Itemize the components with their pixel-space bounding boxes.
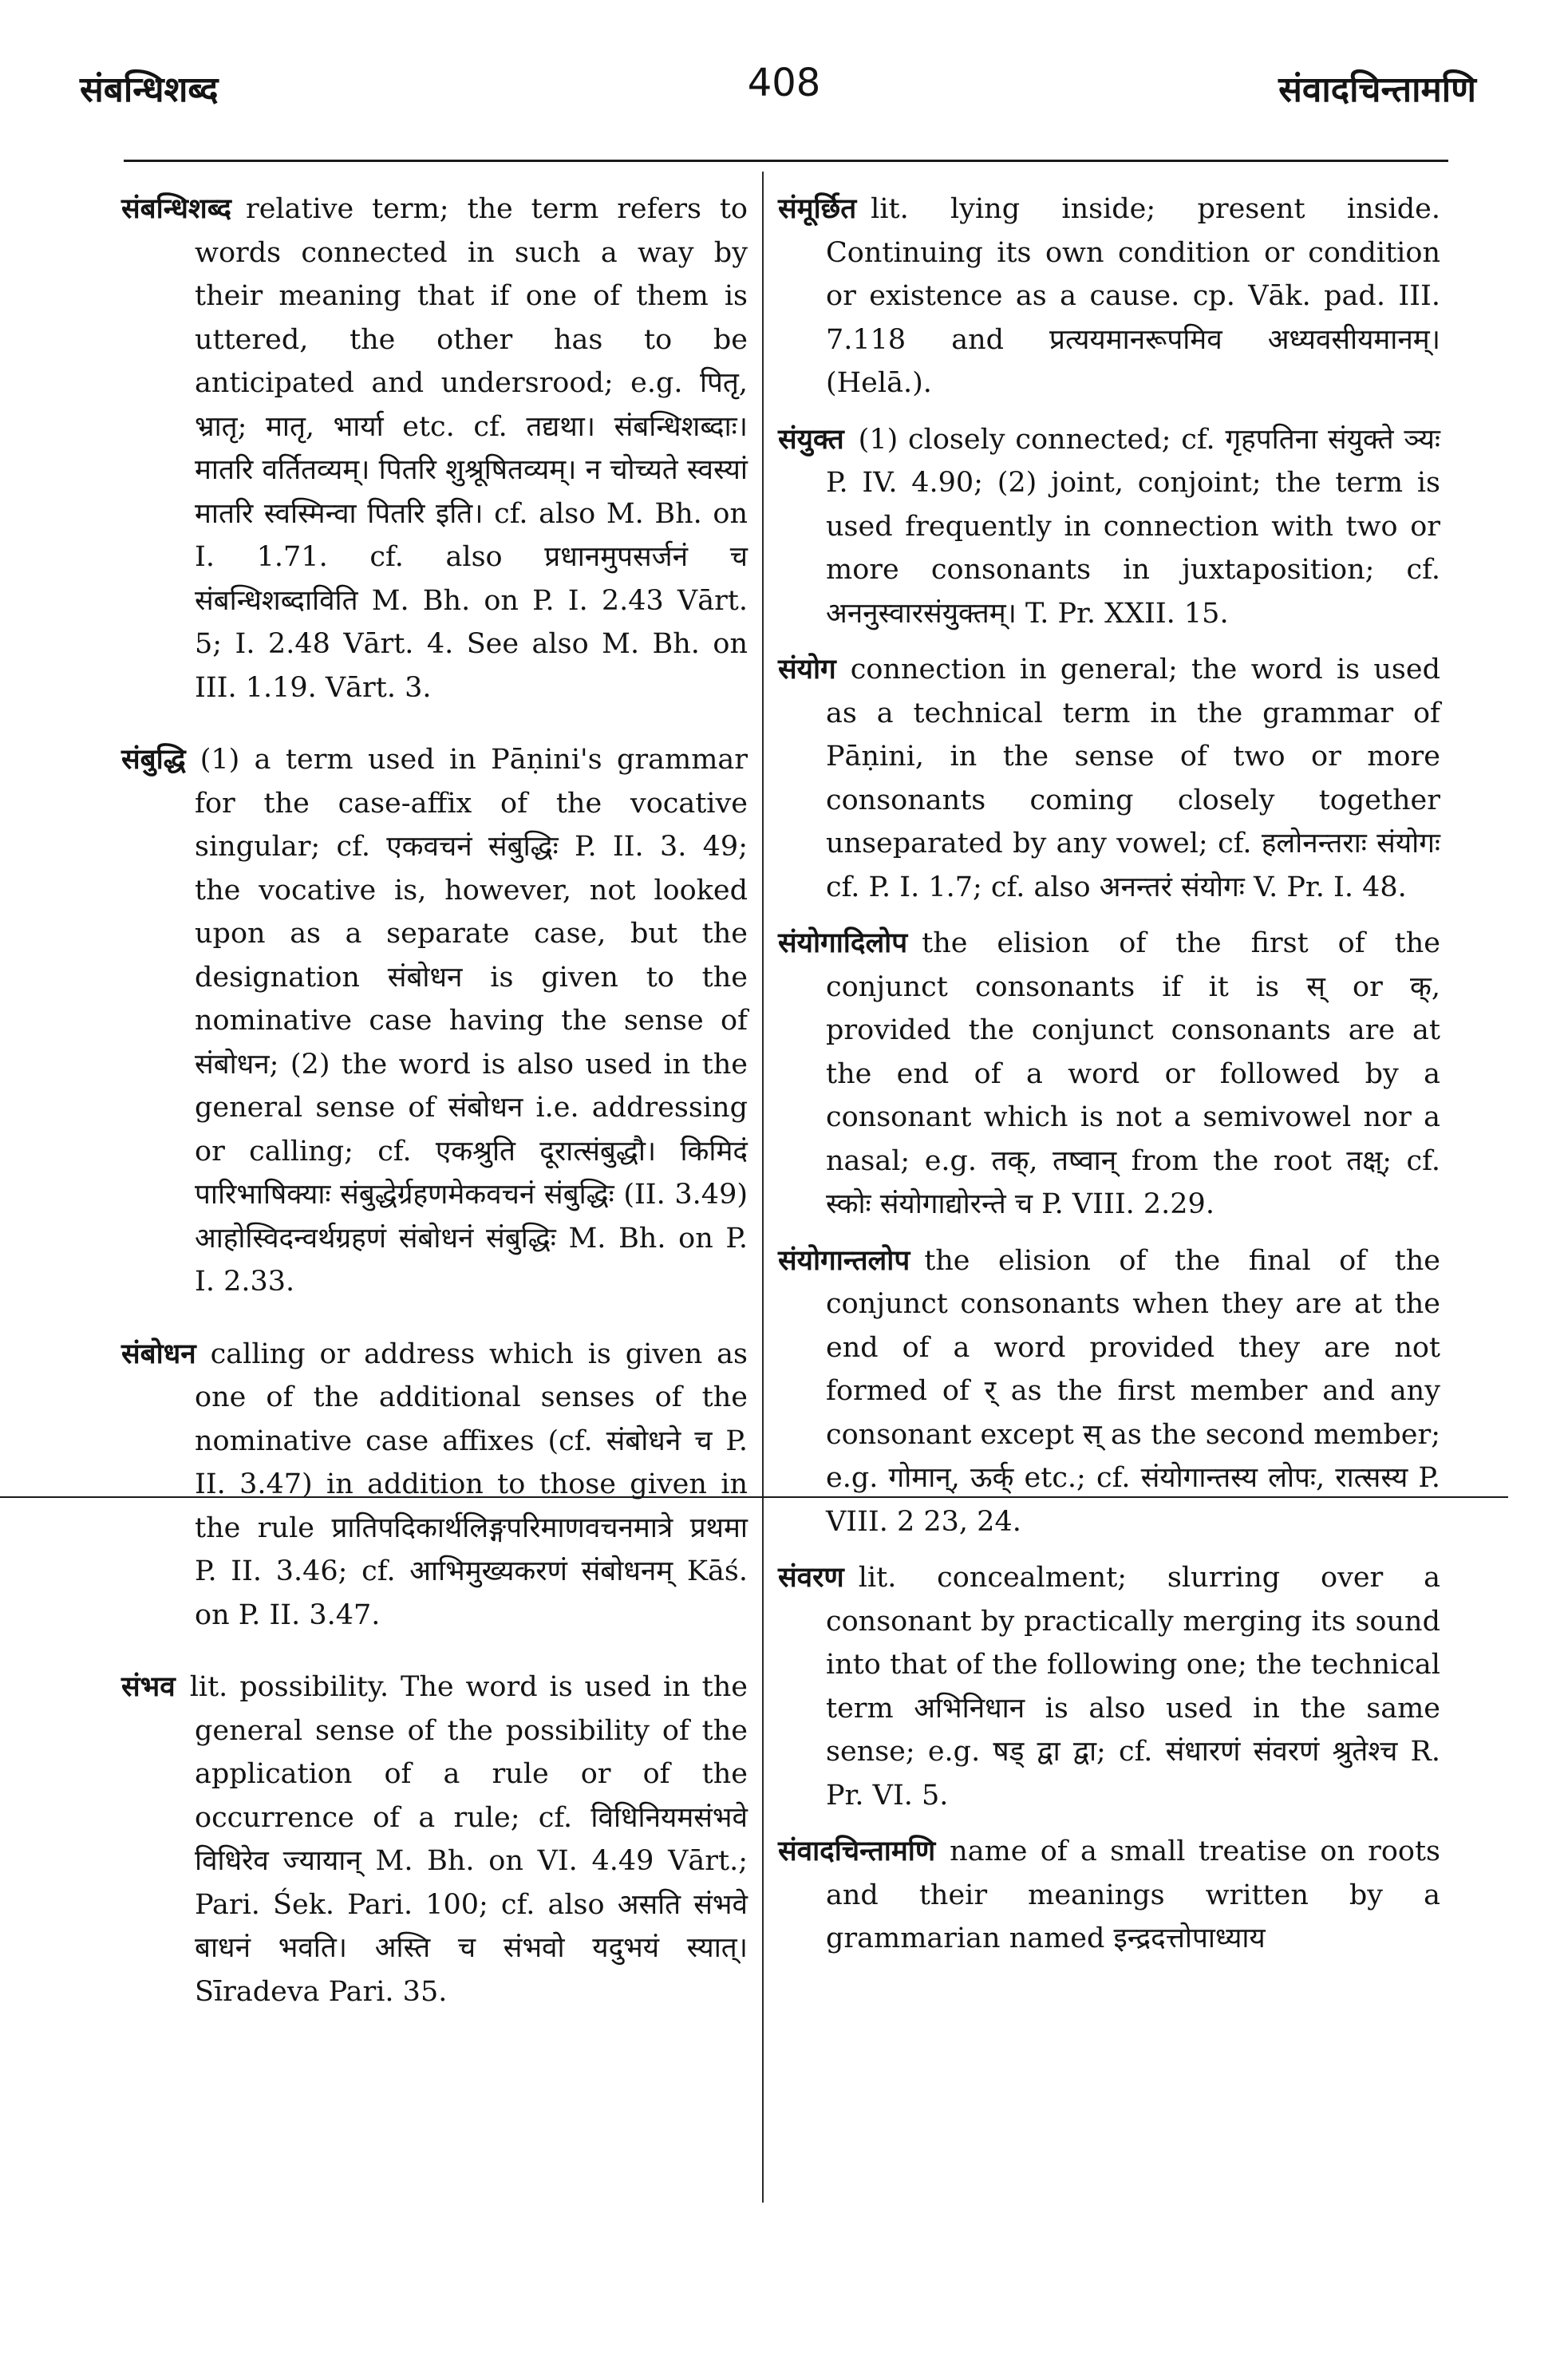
left-guide-word: संबन्धिशब्द (80, 69, 219, 110)
header-rule (124, 160, 1448, 162)
entry-headword: संबुद्धि (121, 743, 186, 776)
dictionary-entry (778, 922, 1440, 1227)
right-column (778, 188, 1440, 1961)
entry-text: (1) a term used in Pāṇini's grammar for the case-affix of the vocative singular; cf. एकवचनं संबुद्धिः P. II. 3. 49; the vocative is, however, not looked upon as a separate case, but the designation संबोधन is given to the nominative case having the sense of संबोधन; (2) the word is also used in the general sense of संबोधन i.e. addressing or calling; cf. एकश्रुति दूरात्संबुद्धौ। किमिदं पारिभाषिक्याः संबुद्धेर्ग्रहणमेकवचनं संबुद्धिः (II. 3.49) आहोस्विदन्वर्थग्रहणं संबोधनं संबुद्धिः M. Bh. on P. I. 2.33. (195, 744, 748, 1298)
dictionary-entry (121, 1333, 748, 1638)
dictionary-entry (778, 418, 1440, 636)
dictionary-entry (778, 648, 1440, 909)
page-header (0, 56, 1568, 128)
entry-headword: संबन्धिशब्द (121, 192, 231, 225)
entry-headword: संभव (121, 1670, 176, 1703)
column-divider (762, 172, 764, 2203)
page-number: 408 (747, 61, 821, 105)
entry-headword: संयोगान्तलोप (778, 1243, 910, 1277)
entry-text: lit. lying inside; present inside. Continuing its own condition or condition or existence as a cause. cp. Vāk. pad. III. 7.118 and प्रत्ययमानरूपमिव अध्यवसीयमानम्। (Helā.). (826, 193, 1440, 399)
entry-text: the elision of the first of the conjunct consonants if it is स् or क्, provided the conjunct consonants are at the end of a word or followed by a consonant which is not a semivowel nor a nasal; e.g. तक्, तष्वान् from the root तक्ष्; cf. स्कोः संयोगाद्योरन्ते च P. VIII. 2.29. (826, 927, 1440, 1220)
entry-text: lit. concealment; slurring over a consonant by practically merging its sound into that of the following one; the technical term अभिनिधान is also used in the same sense; e.g. षड् द्वा द्वा; cf. संधारणं संवरणं श्रुतेश्च R. Pr. VI. 5. (826, 1562, 1440, 1812)
entry-text: connection in general; the word is used as a technical term in the grammar of Pāṇini, in the sense of two or more consonants coming closely together unseparated by any vowel; cf. हलोनन्तराः संयोगः cf. P. I. 1.7; cf. also अनन्तरं संयोगः V. Pr. I. 48. (826, 654, 1440, 903)
entry-headword: संवादचिन्तामणि (778, 1835, 936, 1867)
entry-text: lit. possibility. The word is used in the general sense of the possibility of the application of a rule or of the occurrence of a rule; cf. विधिनियमसंभवे विधिरेव ज्यायान् M. Bh. on VI. 4.49 Vārt.; Pari. Śek. Pari. 100; cf. also असति संभवे बाधनं भवति। अस्ति च संभवो यदुभयं स्यात्। Sīradeva Pari. 35. (189, 1671, 748, 2008)
entry-text: name of a small treatise on roots and their meanings written by a grammarian named इन्द्रदत्तोपाध्याय (826, 1835, 1440, 1954)
dictionary-entry (778, 1239, 1440, 1544)
entry-headword: संवरण (778, 1561, 844, 1594)
entry-text: (1) closely connected; cf. गृहपतिना संयुक्ते ञ्यः P. IV. 4.90; (2) joint, conjoint; the term is used frequently in connection with two or more consonants in juxtaposition; cf. अननुस्वारसंयुक्तम्। T. Pr. XXII. 15. (826, 423, 1440, 630)
dictionary-entry (778, 188, 1440, 405)
entry-headword: संबोधन (121, 1337, 196, 1370)
dictionary-entry (121, 738, 748, 1304)
entry-headword: संमूर्छित (778, 192, 857, 225)
dictionary-entry (778, 1556, 1440, 1817)
entry-text: calling or address which is given as one of the additional senses of the nominative case affixes (cf. संबोधने च P. II. 3.47) in addition to those given in the rule प्रातिपदिकार्थलिङ्गपरिमाणवचनमात्रे प्रथमा P. II. 3.46; cf. आभिमुख्यकरणं संबोधनम् Kāś. on P. II. 3.47. (195, 1338, 748, 1631)
dictionary-entry (121, 188, 748, 709)
entry-headword: संयोग (778, 653, 836, 686)
entry-text: relative term; the term refers to words connected in such a way by their meaning that if one of them is uttered, the other has to be anticipated and undersrood; e.g. पितृ, भ्रातृ; मातृ, भार्या etc. cf. तद्यथा। संबन्धिशब्दाः। मातरि वर्तितव्यम्। पितरि शुश्रूषितव्यम्। न चोच्यते स्वस्यां मातरि स्वस्मिन्वा पितरि इति। cf. also M. Bh. on I. 1.71. cf. also प्रधानमुपसर्जनं च संबन्धिशब्दाविति M. Bh. on P. I. 2.43 Vārt. 5; I. 2.48 Vārt. 4. See also M. Bh. on III. 1.19. Vārt. 3. (195, 193, 748, 704)
entry-text: the elision of the final of the conjunct consonants when they are at the end of a word provided they are not formed of र् as the first member and any consonant except स् as the second member; e.g. गोमान्, ऊर्क् etc.; cf. संयोगान्तस्य लोपः, रात्सस्य P. VIII. 2 23, 24. (826, 1244, 1440, 1538)
entry-headword: संयोगादिलोप (778, 927, 908, 959)
dictionary-entry (121, 1666, 748, 2013)
entry-headword: संयुक्त (778, 422, 844, 456)
dictionary-entry (778, 1830, 1440, 1961)
right-guide-word: संवादचिन्तामणि (1278, 69, 1476, 110)
left-column (121, 188, 748, 2013)
